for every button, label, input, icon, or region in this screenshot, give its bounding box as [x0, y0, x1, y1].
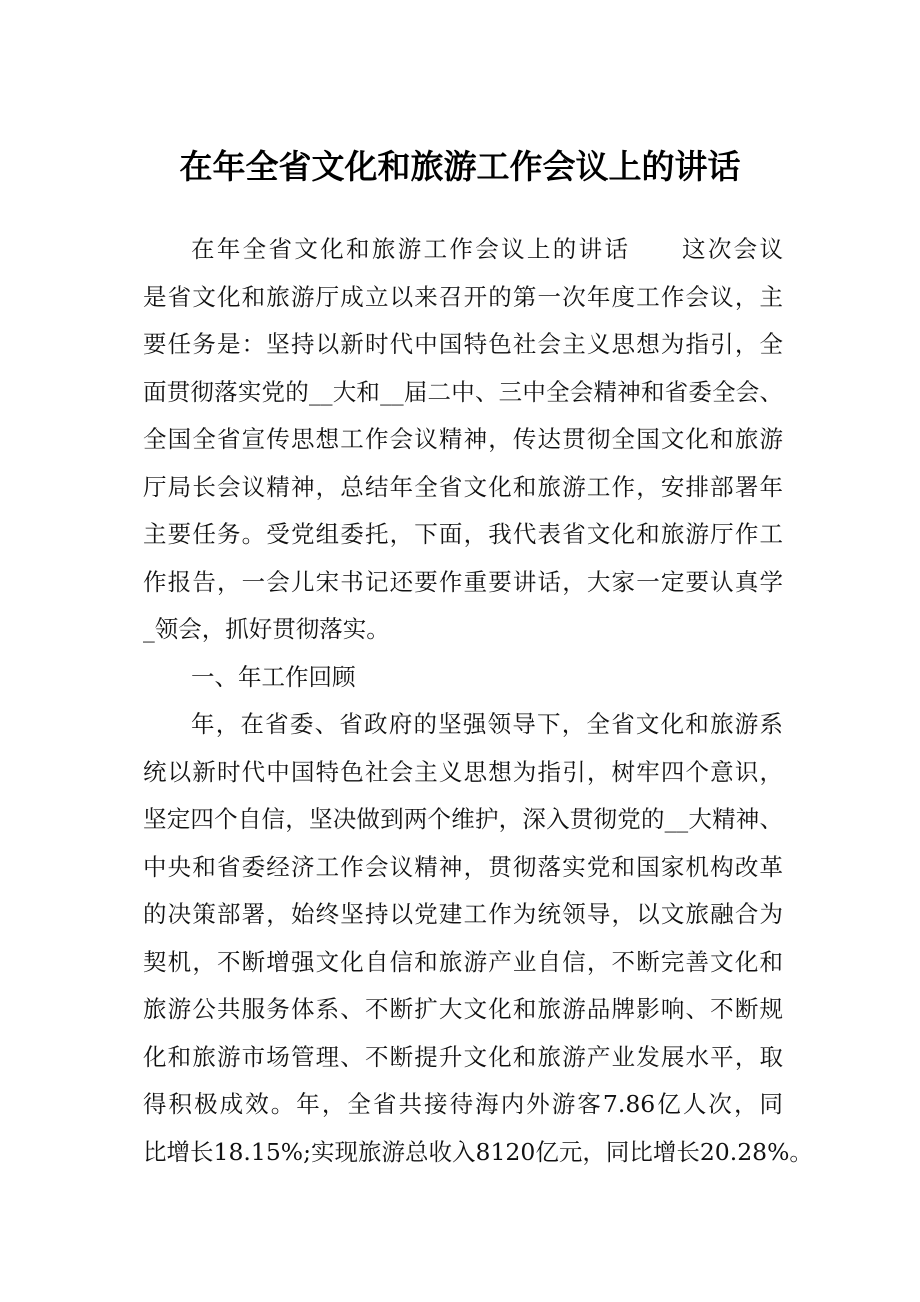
text-line: 是省文化和旅游厅成立以来召开的第一次年度工作会议，主: [143, 282, 783, 311]
text-line: 中央和省委经济工作会议精神，贯彻落实党和国家机构改革: [143, 852, 783, 881]
text-line: 要任务是：坚持以新时代中国特色社会主义思想为指引，全: [143, 330, 783, 358]
document-title: 在年全省文化和旅游工作会议上的讲话: [179, 147, 741, 186]
text-line: 统以新时代中国特色社会主义思想为指引，树牢四个意识，: [143, 757, 783, 786]
text-line: 厅局长会议精神，总结年全省文化和旅游工作，安排部署年: [143, 472, 783, 501]
text-line: 化和旅游市场管理、不断提升文化和旅游产业发展水平，取: [143, 1042, 783, 1071]
text-line: 全国全省宣传思想工作会议精神，传达贯彻全国文化和旅游: [143, 425, 783, 453]
document-body: [143, 226, 813, 1176]
text-line: 比增长18.15%;实现旅游总收入8120亿元，同比增长20.28%。: [143, 1137, 813, 1166]
text-line: 坚定四个自信，坚决做到两个维护，深入贯彻党的__大精神、: [143, 805, 783, 833]
text-line: 作报告，一会儿宋书记还要作重要讲话，大家一定要认真学: [143, 567, 783, 596]
text-line: 面贯彻落实党的__大和__届二中、三中全会精神和省委全会、: [143, 377, 783, 406]
text-line: 契机，不断增强文化自信和旅游产业自信，不断完善文化和: [143, 947, 783, 976]
text-line: 年，在省委、省政府的坚强领导下，全省文化和旅游系: [191, 710, 783, 738]
paragraph-review: [143, 701, 813, 1176]
text-line: 主要任务。受党组委托，下面，我代表省文化和旅游厅作工: [143, 520, 783, 548]
text-line: _领会，抓好贯彻落实。: [143, 615, 390, 643]
section-heading: [143, 654, 783, 702]
text-line: 的决策部署，始终坚持以党建工作为统领导，以文旅融合为: [143, 900, 783, 928]
text-line: 在年全省文化和旅游工作会议上的讲话 这次会议: [191, 235, 783, 263]
paragraph-intro: [143, 226, 783, 654]
text-line: 得积极成效。年，全省共接待海内外游客7.86亿人次，同: [143, 1090, 783, 1118]
text-line: 旅游公共服务体系、不断扩大文化和旅游品牌影响、不断规: [143, 995, 783, 1023]
text-line: 一、年工作回顾: [191, 662, 356, 691]
